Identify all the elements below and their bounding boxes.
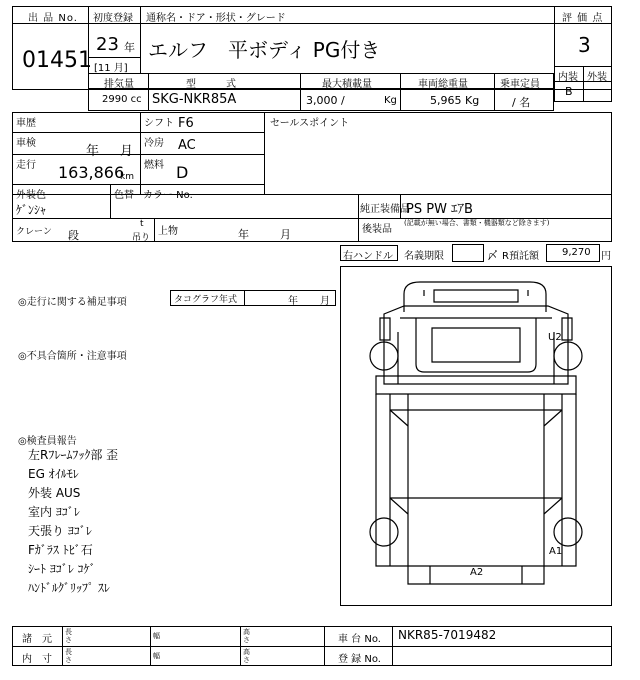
damage-mark-a1: A1 xyxy=(549,546,563,557)
rating-label: 評 価 点 xyxy=(562,13,604,24)
fuel-label: 燃料 xyxy=(144,160,164,171)
lot-no-label: 出 品 No. xyxy=(28,13,78,24)
inspector-report-line: Fｶﾞﾗｽ ﾄﾋﾞ石 xyxy=(28,543,93,557)
dims-height-label: 高さ xyxy=(243,628,250,644)
vehicle-diagram xyxy=(340,266,612,606)
inspector-report-line: 室内 ﾖｺﾞﾚ xyxy=(28,505,80,519)
capacity: / 名 xyxy=(512,96,531,109)
inner-dims-label: 内 寸 xyxy=(22,654,52,665)
inspector-report-line: 左Rﾌﾚｰﾑﾌｯｸ部 歪 xyxy=(28,448,119,462)
steering: 右ハンドル xyxy=(343,251,393,262)
inspection-month: 月 xyxy=(120,144,134,159)
dims-width-label: 幅 xyxy=(153,632,160,640)
inspector-report-line: EG ｵｲﾙﾓﾚ xyxy=(28,467,79,481)
capacity-label: 乗車定員 xyxy=(500,79,540,90)
name-change-label: 名義期限 xyxy=(404,251,444,262)
inspector-report-line: 外装 AUS xyxy=(28,486,81,500)
tachograph-label: タコグラフ年式 xyxy=(174,295,238,305)
chassis-label: 車 台 No. xyxy=(338,634,381,645)
dims-length-label: 長さ xyxy=(65,628,72,644)
dims-label: 諸 元 xyxy=(22,634,52,645)
damage-mark-u2: U2 xyxy=(548,332,562,343)
crane-ton-top: t xyxy=(140,219,144,229)
inspector-report-list xyxy=(28,446,328,598)
color-no-label: 色替 xyxy=(114,190,134,201)
crane-stage: 段 xyxy=(68,229,79,242)
aftermarket-note: (記載が無い場合、書類・機器類など除きます) xyxy=(404,219,550,227)
color-label: 外装色 xyxy=(16,190,46,201)
driving-notes-label: ◎走行に関する補足事項 xyxy=(18,297,127,308)
interior-grade: B xyxy=(565,85,573,98)
inspector-report-line: 天張り ﾖｺﾞﾚ xyxy=(28,524,92,538)
aircon-value: AC xyxy=(178,138,196,153)
genuine-equip-items: PS PW ｴｱB xyxy=(406,202,473,217)
recycle-label: R預託額 xyxy=(502,251,539,262)
reg-label: 登 録 No. xyxy=(338,654,381,665)
first-reg-year: 23 xyxy=(96,34,119,55)
model-code: SKG-NKR85A xyxy=(152,92,237,107)
type-label: 型 式 xyxy=(186,79,236,90)
tachograph-month: 月 xyxy=(320,296,330,307)
lot-no: 01451 xyxy=(22,48,92,73)
rating-value: 3 xyxy=(578,33,591,57)
crane-label: クレーン xyxy=(16,227,52,237)
loading-year: 年 xyxy=(238,228,249,241)
first-reg-year-unit: 年 xyxy=(124,41,135,54)
color-code-label: カラー No. xyxy=(143,190,193,201)
fuel-value: D xyxy=(176,163,189,182)
history-label: 車歴 xyxy=(16,118,36,129)
max-load-unit: Kg xyxy=(384,95,397,106)
mileage-value: 163,866 xyxy=(58,163,125,182)
mileage-unit: km xyxy=(120,172,134,182)
recycle-amount: 9,270 xyxy=(562,247,591,258)
shift-value: F6 xyxy=(178,116,194,131)
aircon-label: 冷房 xyxy=(144,138,164,149)
loading-label: 上物 xyxy=(158,226,178,237)
defects-label: ◎不具合箇所・注意事項 xyxy=(18,351,127,362)
damage-mark-a2: A2 xyxy=(470,567,484,578)
exterior-label: 外装 xyxy=(587,72,607,83)
model-name: エルフ 平ボディ PG付き xyxy=(148,38,381,62)
tachograph-year: 年 xyxy=(288,296,298,307)
recycle-unit: 円 xyxy=(601,251,611,262)
aftermarket-label: 後装品 xyxy=(362,224,392,235)
inspection-label: 車検 xyxy=(16,138,36,149)
model-desc-label: 通称名・ドア・形状・グレード xyxy=(146,13,286,24)
genuine-equip-label: 純正装備品 xyxy=(360,204,410,215)
sales-point-label: セールスポイント xyxy=(270,118,350,129)
inner-height-label: 高さ xyxy=(243,648,250,664)
loading-month: 月 xyxy=(280,228,291,241)
first-reg-month: [11 月] xyxy=(94,63,128,74)
displacement: 2990 cc xyxy=(102,94,142,105)
gross-weight: 5,965 Kg xyxy=(430,94,480,107)
displacement-label: 排気量 xyxy=(104,79,134,90)
inspector-label: ◎検査員報告 xyxy=(18,436,77,447)
inspection-year: 年 xyxy=(86,144,100,159)
mileage-label: 走行 xyxy=(16,160,36,171)
interior-label: 内装 xyxy=(558,72,578,83)
gross-weight-label: 車両総重量 xyxy=(418,79,468,90)
inner-width-label: 幅 xyxy=(153,652,160,660)
shift-label: シフト xyxy=(144,118,174,129)
chassis-no: NKR85-7019482 xyxy=(398,628,497,642)
name-change-box xyxy=(452,244,484,262)
inner-length-label: 長さ xyxy=(65,648,72,664)
max-load: 3,000 / xyxy=(306,94,345,107)
recycle-mark: 〆 xyxy=(487,249,498,262)
crane-ton-bottom: 吊り xyxy=(132,233,151,243)
first-reg-label: 初度登録 xyxy=(93,13,133,24)
inspector-report-line: ﾊﾝﾄﾞﾙｸﾞﾘｯﾌﾟ ｽﾚ xyxy=(28,581,110,595)
color-value: ｹﾞﾝｼｬ xyxy=(16,203,47,217)
max-load-label: 最大積載量 xyxy=(322,79,372,90)
inspector-report-line: ｼｰﾄ ﾖｺﾞﾚ ｺｹﾞ xyxy=(28,562,96,576)
